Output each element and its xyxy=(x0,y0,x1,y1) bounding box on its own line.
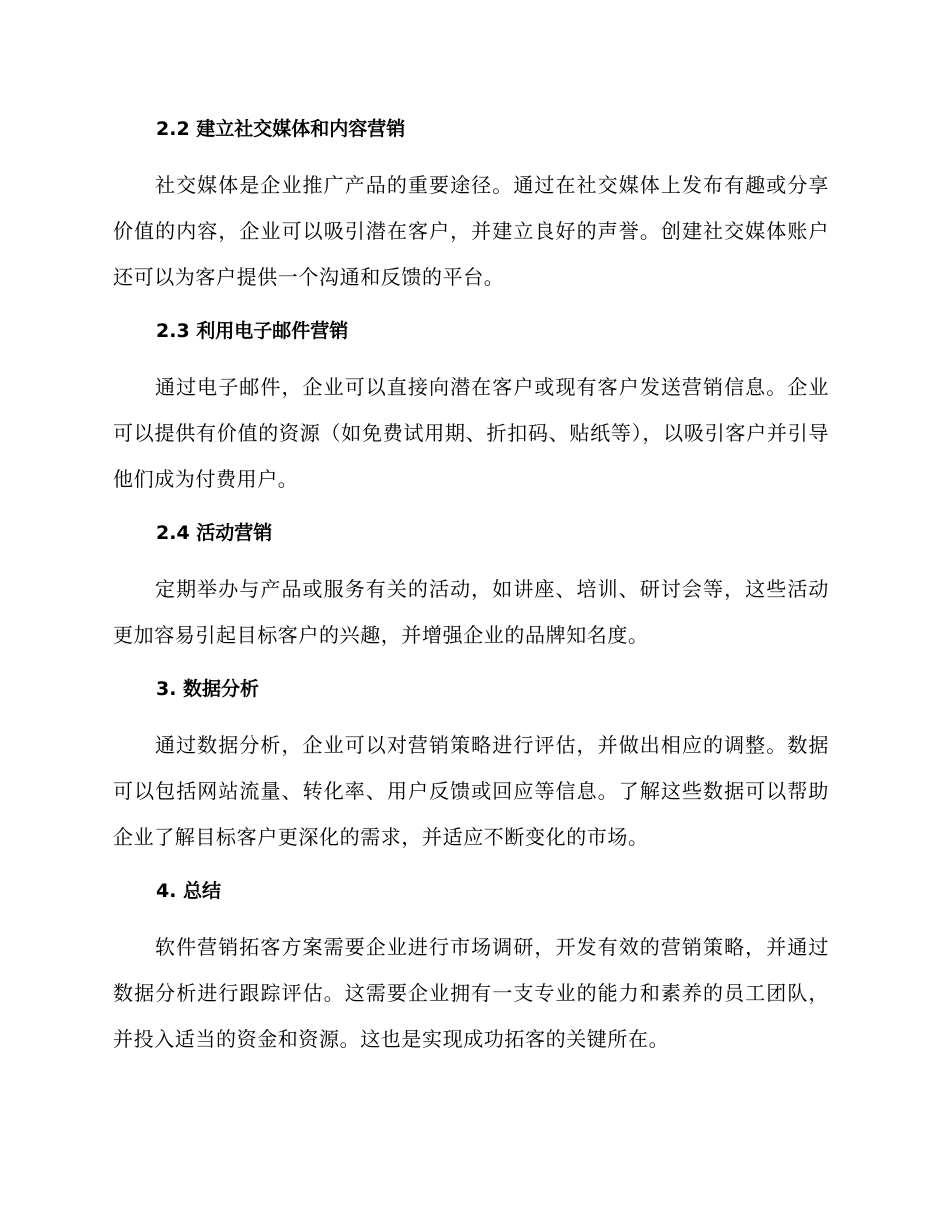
section-paragraph: 社交媒体是企业推广产品的重要途径。通过在社交媒体上发布有趣或分享价值的内容，企业可以吸引潜在客户，并建立良好的声誉。创建社交媒体账户还可以为客户提供一个沟通和反馈的平台。 xyxy=(113,173,829,289)
section-heading: 4. 总结 xyxy=(156,880,222,902)
section-heading: 2.3 利用电子邮件营销 xyxy=(156,320,349,342)
document-body xyxy=(113,113,829,1062)
section-event-marketing xyxy=(113,517,829,673)
section-email-marketing xyxy=(113,315,829,517)
section-data-analysis xyxy=(113,673,829,875)
section-heading: 2.2 建立社交媒体和内容营销 xyxy=(156,118,406,140)
section-social-media-marketing xyxy=(113,113,829,315)
section-paragraph: 通过数据分析，企业可以对营销策略进行评估，并做出相应的调整。数据可以包括网站流量、转化率、用户反馈或回应等信息。了解这些数据可以帮助企业了解目标客户更深化的需求，并适应不断变化的市场。 xyxy=(113,733,829,849)
section-paragraph: 定期举办与产品或服务有关的活动，如讲座、培训、研讨会等，这些活动更加容易引起目标客户的兴趣，并增强企业的品牌知名度。 xyxy=(113,577,829,647)
section-heading: 3. 数据分析 xyxy=(156,678,260,700)
section-summary xyxy=(113,875,829,1062)
section-paragraph: 软件营销拓客方案需要企业进行市场调研，开发有效的营销策略，并通过数据分析进行跟踪评估。这需要企业拥有一支专业的能力和素养的员工团队，并投入适当的资金和资源。这也是实现成功拓客的关键所在。 xyxy=(113,935,829,1051)
section-heading: 2.4 活动营销 xyxy=(156,522,273,544)
section-paragraph: 通过电子邮件，企业可以直接向潜在客户或现有客户发送营销信息。企业可以提供有价值的资源（如免费试用期、折扣码、贴纸等），以吸引客户并引导他们成为付费用户。 xyxy=(113,375,829,491)
